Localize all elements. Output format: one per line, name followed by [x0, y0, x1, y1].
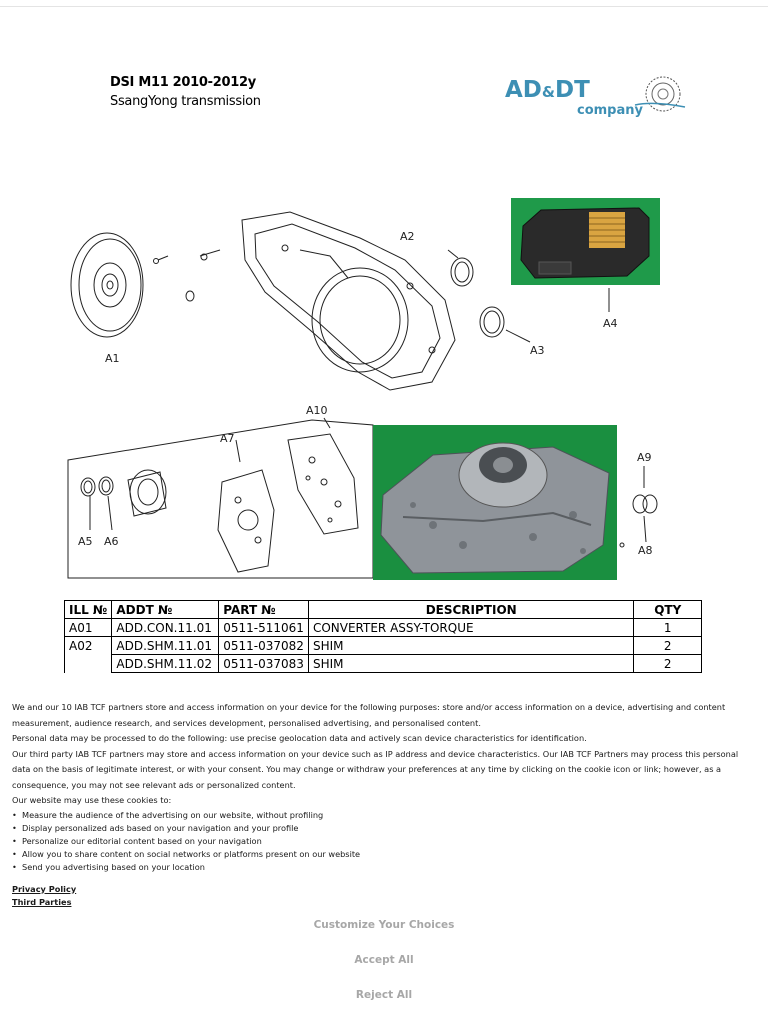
cell-qty: 2 [634, 655, 702, 673]
cell-description: CONVERTER ASSY-TORQUE [308, 619, 634, 637]
header-part: PART № [219, 601, 309, 619]
callout-a9: A9 [637, 451, 652, 464]
parts-table [64, 600, 702, 673]
cell-ill: A02 [65, 637, 112, 655]
header-addt: ADDT № [112, 601, 219, 619]
cell-description: SHIM [308, 655, 634, 673]
header-qty: QTY [634, 601, 702, 619]
table-header-row [65, 601, 702, 619]
callout-a2: A2 [400, 230, 415, 243]
cell-addt: ADD.CON.11.01 [112, 619, 219, 637]
third-parties-link[interactable]: Third Parties [12, 896, 72, 907]
bolts-drawing [154, 250, 221, 301]
valve-body-photo [373, 425, 617, 580]
table-row [65, 619, 702, 637]
header-description: DESCRIPTION [308, 601, 634, 619]
callout-a3: A3 [530, 344, 545, 357]
cell-part: 0511-511061 [219, 619, 309, 637]
logo-main-text: AD&DT [505, 77, 590, 103]
seal-a2-drawing [448, 250, 473, 286]
list-item: • Measure the audience of the advertising on our website, without profiling [12, 809, 756, 822]
torque-converter-drawing [71, 233, 143, 337]
callout-a1: A1 [105, 352, 120, 365]
callout-a4: A4 [603, 317, 618, 330]
callout-a10: A10 [306, 404, 328, 417]
list-item: • Send you advertising based on your location [12, 861, 756, 874]
consent-links [12, 883, 756, 909]
callout-a8: A8 [638, 544, 653, 557]
callout-a5: A5 [78, 535, 93, 548]
callout-a6: A6 [104, 535, 119, 548]
table-row [65, 637, 702, 655]
consent-paragraph-cookies-intro: Our website may use these cookies to: [12, 795, 172, 805]
cell-addt: ADD.SHM.11.02 [112, 655, 219, 673]
list-item: • Personalize our editorial content based on your navigation [12, 835, 756, 848]
cell-part: 0511-037082 [219, 637, 309, 655]
header-ill: ILL № [65, 601, 112, 619]
cell-qty: 2 [634, 637, 702, 655]
consent-paragraph-partners: Our third party IAB TCF partners may store and access information on your device such as IP address and device characteristics. Our IAB TCF Partners may process this personal data on the basis of legitimate interest, or with your consent. You may change or withdraw your preferences at any time by clicking on the cookie icon or link; however, as a consequence, you may not see relevant ads or personalized content. [12, 748, 739, 790]
consent-cookie-list [12, 809, 756, 874]
company-logo [505, 77, 690, 123]
transmission-case-drawing [242, 212, 455, 390]
cell-ill: A01 [65, 619, 112, 637]
filter-photo [511, 198, 660, 285]
consent-paragraph-purposes: We and our 10 IAB TCF partners store and access information on your device for the following purposes: store and/or access information on a device, advertising and content measurement, audience research, and services development, personalised advertising, and personalised content. [12, 702, 726, 728]
list-item: • Allow you to share content on social networks or platforms present on our website [12, 848, 756, 861]
accept-all-button[interactable]: Accept All [234, 946, 534, 974]
list-item: • Display personalized ads based on your navigation and your profile [12, 822, 756, 835]
logo-sub-text: company [577, 103, 643, 118]
table-row [65, 655, 702, 673]
cell-ill [65, 655, 112, 673]
gear-icon [633, 75, 687, 113]
customize-choices-button[interactable]: Customize Your Choices [234, 911, 534, 939]
cell-description: SHIM [308, 637, 634, 655]
consent-paragraph-personal-data: Personal data may be processed to do the following: use precise geolocation data and actively scan device characteristics for identification. [12, 733, 587, 743]
privacy-policy-link[interactable]: Privacy Policy [12, 883, 77, 894]
seal-a3-drawing [480, 307, 530, 342]
document-title: DSI M11 2010-2012y [110, 75, 256, 90]
cell-part: 0511-037083 [219, 655, 309, 673]
callout-a7: A7 [220, 432, 235, 445]
cell-qty: 1 [634, 619, 702, 637]
reject-all-button[interactable]: Reject All [234, 981, 534, 1009]
document-subtitle: SsangYong transmission [110, 94, 261, 109]
cell-addt: ADD.SHM.11.01 [112, 637, 219, 655]
